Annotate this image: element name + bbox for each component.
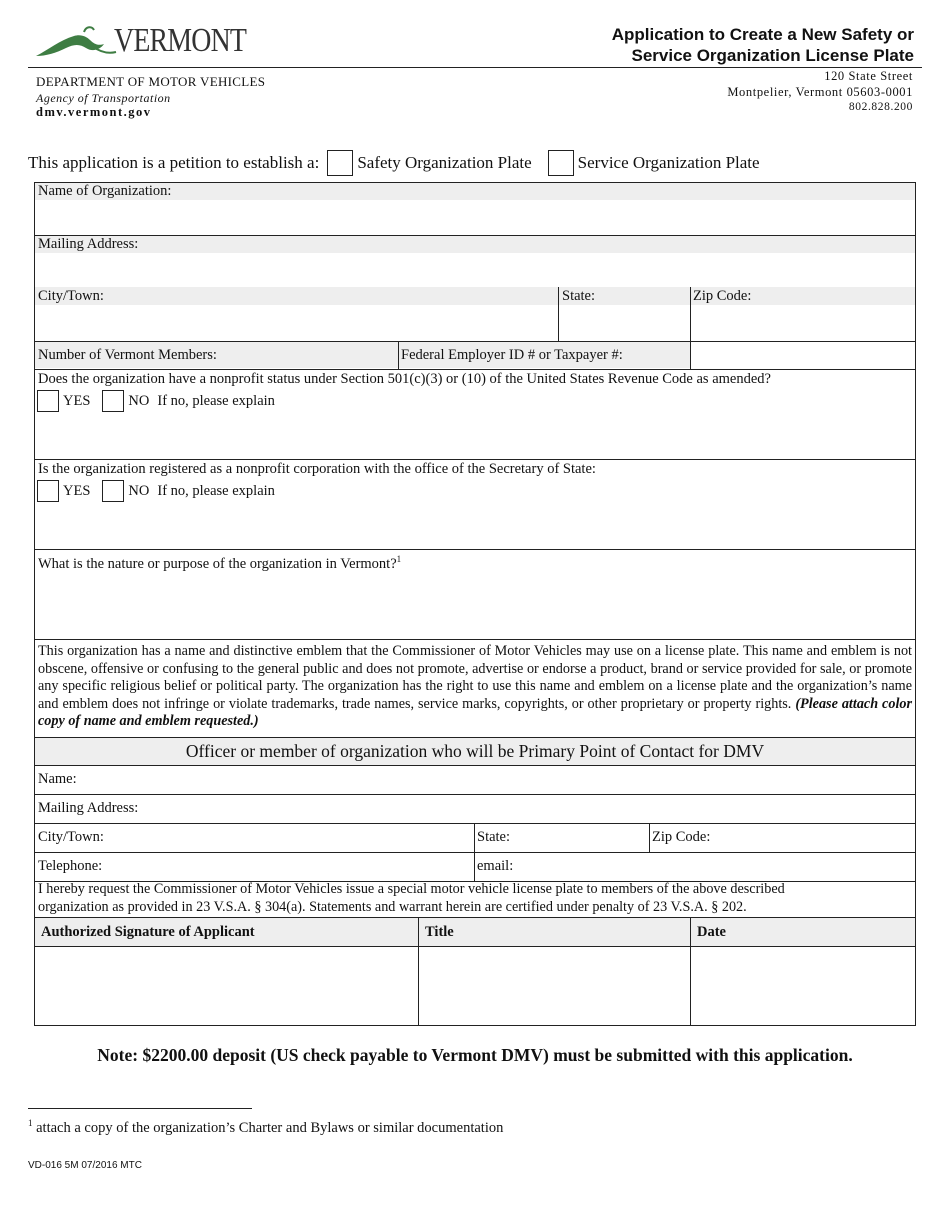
petition-prompt: This application is a petition to establish a: (28, 153, 320, 172)
fein-label: Federal Employer ID # or Taxpayer #: (401, 347, 623, 363)
logo-wordmark: VERMONT (114, 22, 247, 59)
q2-no-checkbox[interactable] (102, 480, 124, 502)
org-state-label: State: (562, 288, 596, 304)
q1-options (37, 389, 275, 413)
fein-field[interactable] (691, 342, 915, 368)
q1-yes-checkbox[interactable] (37, 390, 59, 412)
contact-city-row[interactable] (35, 823, 915, 852)
title-label: Title (425, 924, 454, 940)
q1-no-checkbox[interactable] (102, 390, 124, 412)
q2-no-label: NO (128, 482, 150, 499)
contact-zip-label: Zip Code: (652, 829, 711, 845)
contact-name-label: Name: (38, 771, 77, 787)
service-plate-label: Service Organization Plate (577, 153, 760, 172)
q2-yes-checkbox[interactable] (37, 480, 59, 502)
footnote: $^1$ attach a copy of the organization’s Charter and Bylaws or similar documentation (28, 1118, 504, 1136)
footnote-divider (28, 1108, 252, 1109)
q2-explain-label: If no, please explain (157, 482, 275, 499)
contact-mailing-field[interactable] (35, 794, 915, 823)
org-mailing-field[interactable] (35, 253, 915, 287)
org-mailing-label-band (35, 235, 915, 253)
q2-yes-label: YES (63, 482, 91, 499)
org-name-label: Name of Organization: (38, 183, 172, 199)
contact-city-label: City/Town: (38, 829, 104, 845)
org-zip-label: Zip Code: (693, 288, 752, 304)
form-code: VD-016 5M 07/2016 MTC (28, 1160, 142, 1171)
date-label: Date (697, 924, 726, 940)
org-name-field[interactable] (35, 200, 915, 235)
deposit-note: Note: $2200.00 deposit (US check payable to Vermont DMV) must be submitted with this application. (97, 1045, 853, 1065)
q1-text: Does the organization have a nonprofit status under Section 501(c)(3) or (10) of the United States Revenue Code as amended? (38, 371, 771, 387)
q3-text: What is the nature or purpose of the organization in Vermont?$^1$ (38, 554, 402, 572)
org-city-field[interactable] (35, 305, 915, 341)
department-name: DEPARTMENT OF MOTOR VEHICLES (36, 74, 266, 89)
dmv-address: 120 State Street Montpelier, Vermont 05603-0001 802.828.200 (727, 69, 913, 113)
q2-options (37, 479, 275, 503)
attach-emblem-note: (Please attach color copy of name and emblem requested.) (38, 695, 913, 730)
q2-text: Is the organization registered as a nonprofit corporation with the office of the Secretary of State: (38, 461, 596, 477)
org-city-label: City/Town: (38, 288, 104, 304)
application-form (34, 182, 916, 1026)
contact-state-label: State: (477, 829, 511, 845)
declaration-text: This organization has a name and distinctive emblem that the Commissioner of Motor Vehicles may use on a license plate. This name and emblem is not obscene, offensive or confusing to the general public and does not promote, advertise or endorse a product, brand or service provided for sale, or promote any specific religious belief or political party. The organization has the right to use this name and emblem on a license plate and the organization’s name and emblem does not infringe or violate trademarks, trade names, service marks, copyrights, or other proprietary or property rights. (Please attach color copy of name and emblem requested.) (38, 643, 913, 730)
form-title: Application to Create a New Safety or Service Organization License Plate (611, 25, 914, 65)
members-label: Number of Vermont Members: (38, 347, 217, 363)
contact-mailing-label: Mailing Address: (38, 800, 139, 816)
q1-explain-label: If no, please explain (157, 392, 275, 409)
org-city-label-band (35, 287, 915, 305)
contact-phone-row[interactable] (35, 852, 915, 881)
safety-plate-label: Safety Organization Plate (357, 153, 532, 172)
header-divider (28, 67, 922, 68)
q1-no-label: NO (128, 392, 150, 409)
contact-phone-label: Telephone: (38, 858, 103, 874)
safety-plate-checkbox[interactable] (327, 150, 353, 176)
contact-name-field[interactable] (35, 765, 915, 794)
signature-area[interactable] (35, 946, 915, 1025)
certification-text: I hereby request the Commissioner of Motor Vehicles issue a special motor vehicle license plate to members of the above described organization as provided in 23 V.S.A. § 304(a). Statements and warrant herein are certified under penalty of 23 V.S.A. § 202. (38, 881, 785, 915)
service-plate-checkbox[interactable] (548, 150, 574, 176)
agency-name: Agency of Transportation (36, 91, 171, 105)
petition-row (28, 150, 760, 176)
contact-email-label: email: (477, 858, 514, 874)
q3-footnote-ref: 1 (396, 554, 402, 564)
org-mailing-label: Mailing Address: (38, 236, 139, 252)
website-link[interactable]: dmv.vermont.gov (36, 105, 152, 119)
q1-yes-label: YES (63, 392, 91, 409)
contact-heading: Officer or member of organization who will be Primary Point of Contact for DMV (35, 737, 915, 765)
signature-label: Authorized Signature of Applicant (41, 924, 255, 940)
